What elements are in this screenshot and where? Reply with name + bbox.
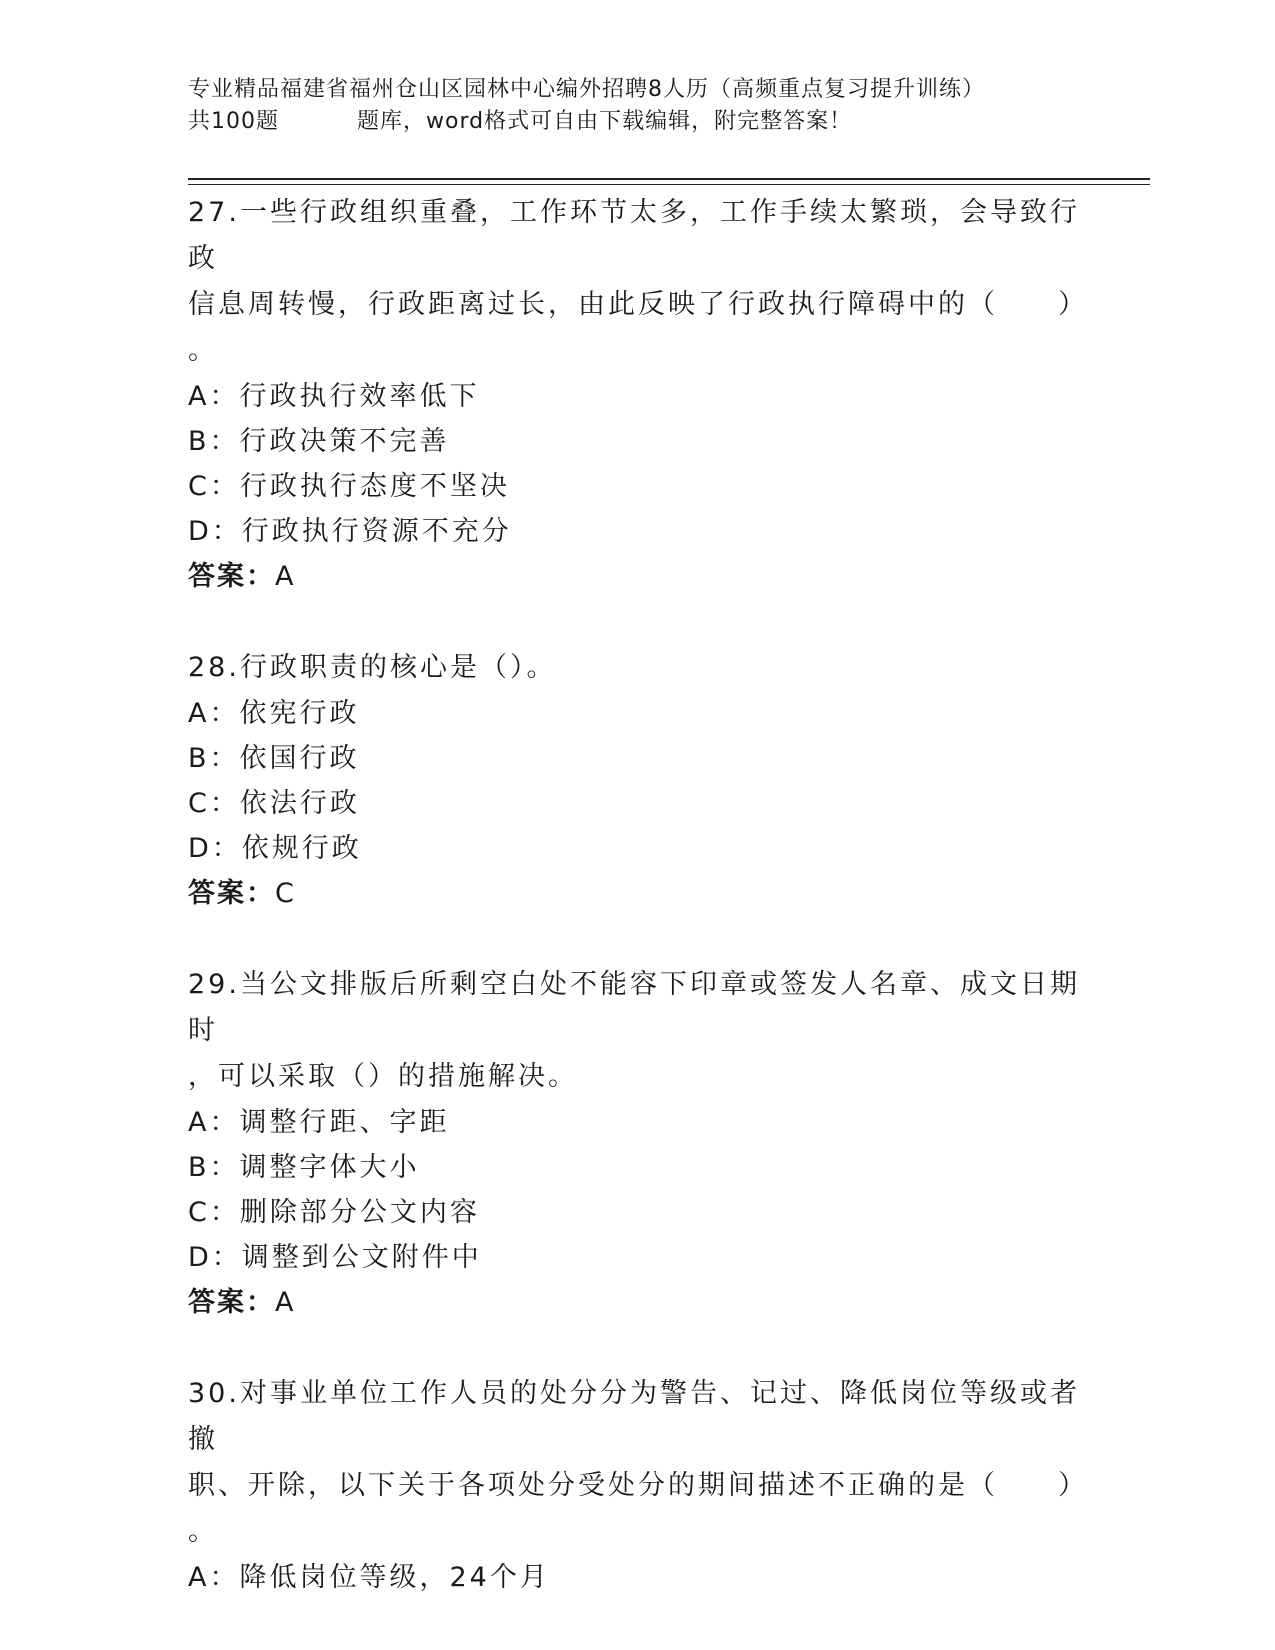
- option-a: A：调整行距、字距: [188, 1107, 450, 1138]
- header-subtitle-line: [188, 106, 1148, 138]
- option-b: B：依国行政: [188, 743, 360, 774]
- option-c: C：依法行政: [188, 788, 360, 819]
- answer-line: [188, 1280, 1088, 1325]
- answer-label: 答案：: [188, 878, 275, 909]
- question-stem-line: 信息周转慢，行政距离过长，由此反映了行政执行障碍中的（ ）: [188, 289, 1088, 320]
- document-header: [188, 74, 1148, 138]
- option-a: A：行政执行效率低下: [188, 381, 480, 412]
- option-b: B：调整字体大小: [188, 1152, 420, 1183]
- answer-value: A: [275, 1287, 296, 1318]
- option-d: D：行政执行资源不充分: [188, 516, 512, 547]
- question-29: [188, 962, 1088, 1325]
- option-a: A：降低岗位等级，24个月: [188, 1562, 550, 1593]
- question-28: [188, 645, 1088, 916]
- option-c: C：删除部分公文内容: [188, 1197, 480, 1228]
- answer-label: 答案：: [188, 561, 275, 592]
- question-30: [188, 1371, 1088, 1600]
- option-c: C：行政执行态度不坚决: [188, 471, 510, 502]
- answer-label: 答案：: [188, 1287, 275, 1318]
- header-title-line: 专业精品福建省福州仓山区园林中心编外招聘8人历（高频重点复习提升训练）: [188, 77, 985, 102]
- header-description: 题库，word格式可自由下载编辑，附完整答案！: [357, 109, 853, 134]
- question-stem-line: 职、开除，以下关于各项处分受处分的期间描述不正确的是（ ）: [188, 1470, 1088, 1501]
- question-stem-line: 。: [188, 335, 218, 366]
- answer-line: [188, 871, 1088, 916]
- answer-line: [188, 554, 1088, 599]
- option-b: B：行政决策不完善: [188, 426, 450, 457]
- question-list: [188, 190, 1088, 1646]
- question-27: [188, 190, 1088, 599]
- answer-value: C: [275, 878, 296, 909]
- question-stem-line: 28.行政职责的核心是（）。: [188, 652, 557, 683]
- question-stem-line: 。: [188, 1516, 218, 1547]
- option-d: D：依规行政: [188, 833, 362, 864]
- header-question-count: 共100题: [188, 109, 279, 134]
- question-stem-line: 29.当公文排版后所剩空白处不能容下印章或签发人名章、成文日期时: [188, 969, 1080, 1046]
- answer-value: A: [275, 561, 296, 592]
- question-stem-line: ，可以采取（）的措施解决。: [188, 1061, 578, 1092]
- option-a: A：依宪行政: [188, 698, 360, 729]
- option-d: D：调整到公文附件中: [188, 1242, 482, 1273]
- header-divider: [188, 178, 1150, 185]
- question-stem-line: 30.对事业单位工作人员的处分分为警告、记过、降低岗位等级或者撤: [188, 1378, 1080, 1455]
- question-stem-line: 27.一些行政组织重叠，工作环节太多，工作手续太繁琐，会导致行政: [188, 197, 1080, 274]
